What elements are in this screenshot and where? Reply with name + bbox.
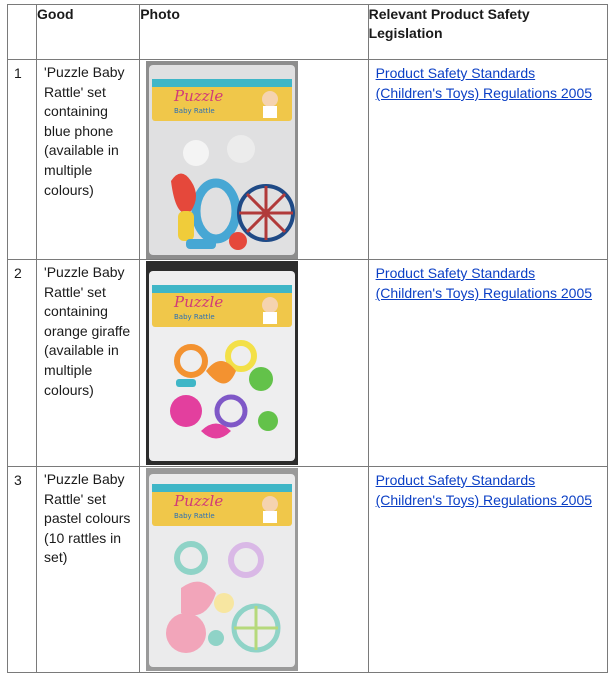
row-number: 2 [8,260,37,467]
package-brand: Puzzle [174,293,224,311]
header-photo: Photo [140,5,368,60]
header-num [8,5,37,60]
good-description: 'Puzzle Baby Rattle' set pastel colours (10 rattles in set) [37,467,140,673]
package-brand: Puzzle [174,87,224,105]
product-photo [140,60,368,260]
package-subtitle: Baby Rattle [174,313,215,321]
rattle-set-image [146,261,298,465]
header-good: Good [37,5,140,60]
product-photo [140,467,368,673]
package-brand: Puzzle [174,492,224,510]
legislation-link[interactable]: Product Safety Standards (Children's Toys) Regulations 2005 [375,472,593,508]
rattle-set-image [146,61,298,259]
table-row [8,60,608,260]
goods-table [7,4,608,673]
package-subtitle: Baby Rattle [174,512,215,520]
rattle-set-image [146,468,298,671]
good-description: 'Puzzle Baby Rattle' set containing blue phone (available in multiple colours) [37,60,140,260]
legislation-link[interactable]: Product Safety Standards (Children's Toys) Regulations 2005 [375,265,593,301]
package-subtitle: Baby Rattle [174,107,215,115]
header-row [8,5,608,60]
header-legislation: Relevant Product Safety Legislation [368,5,607,60]
row-number: 1 [8,60,37,260]
product-photo [140,260,368,467]
table-row [8,260,608,467]
legislation-link[interactable]: Product Safety Standards (Children's Toys) Regulations 2005 [375,65,593,101]
row-number: 3 [8,467,37,673]
table-row [8,467,608,673]
good-description: 'Puzzle Baby Rattle' set containing orange giraffe (available in multiple colours) [37,260,140,467]
